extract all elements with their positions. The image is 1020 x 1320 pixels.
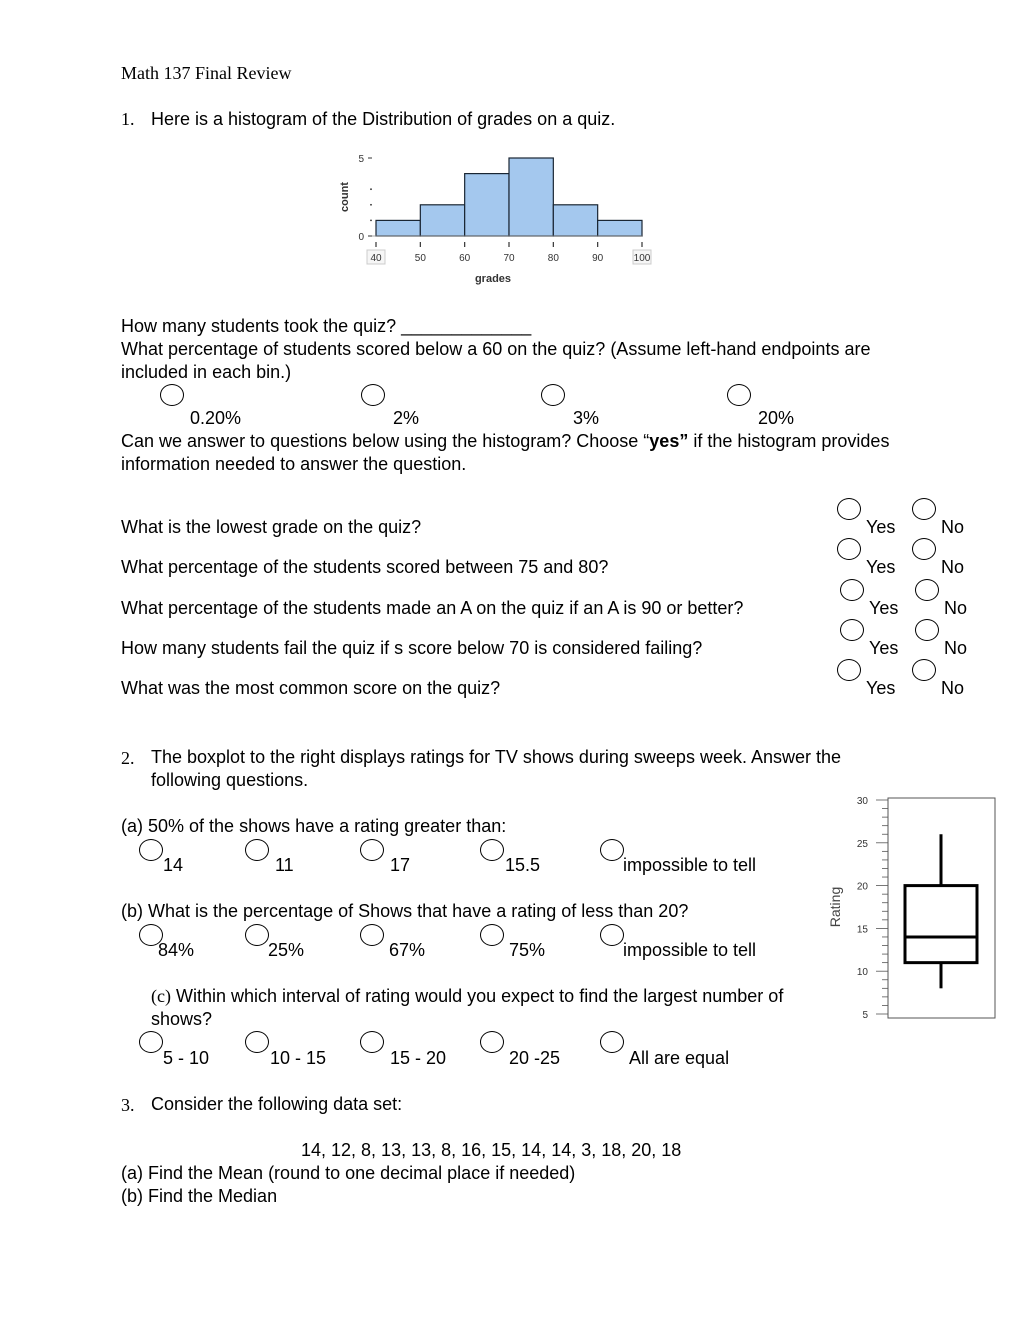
can-we-text: Can we answer to questions below using the histogram? Choose “ [121,431,650,451]
q1-how-many: How many students took the quiz? _____________ [121,316,532,336]
y-tick-label: 10 [856,967,868,979]
y-minor-tick [370,204,372,206]
q2a-option-label: 14 [163,855,184,875]
q1-can-we [121,430,889,452]
y-tick-label: 5 [862,1010,868,1021]
q1-percent-below-60: What percentage of students scored below a 60 on the quiz? (Assume left-hand endpoints are [121,339,871,359]
q2-text: The boxplot to the right displays ratings for TV shows during sweeps week. Answer the [151,747,842,767]
y-axis-label: count [339,182,351,212]
no-label: No [944,638,968,658]
iqr-box [905,886,977,963]
y-tick-label: 15 [856,924,868,936]
q3a-text: (a) Find the Mean (round to one decimal place if needed) [121,1163,576,1183]
q2-number: 2. [121,748,135,768]
yes-label: Yes [869,598,899,618]
q1-option-label: 3% [573,408,600,428]
y-tick-label: 30 [856,796,868,807]
y-tick-label: 20 [856,881,868,893]
x-tick-label: 100 [633,253,651,264]
x-tick-label: 90 [592,253,604,264]
q2b-option-radio[interactable] [480,924,504,946]
q3b-text: (b) Find the Median [121,1186,278,1206]
y-tick-label: 25 [856,838,868,850]
q2c-option-radio[interactable] [245,1031,269,1053]
yes-label: Yes [866,678,896,698]
q2c-option-radio[interactable] [139,1031,163,1053]
q2c-option-label: 10 - 15 [270,1048,327,1068]
q2c-question: Within which interval of rating would you expect to find the largest number of [176,986,784,1006]
x-tick-label: 60 [459,253,471,264]
y-axis-label: Rating [827,886,843,928]
q2c-option-label: All are equal [629,1048,730,1068]
x-tick-label: 40 [370,253,382,264]
no-radio[interactable] [912,498,936,520]
q1-option-radio[interactable] [361,384,385,406]
q1-percent-below-60-cont: included in each bin.) [121,362,292,382]
q3-data: 14, 12, 8, 13, 13, 8, 16, 15, 14, 14, 3, 18, 20, 18 [301,1140,682,1160]
histogram-bar [598,220,642,236]
q2b-option-label: 84% [158,940,195,960]
q1-option-label: 2% [393,408,420,428]
q2b-option-radio[interactable] [245,924,269,946]
x-tick-label: 50 [414,253,426,264]
q2b-option-radio[interactable] [360,924,384,946]
yes-radio[interactable] [840,619,864,641]
yes-label: Yes [869,638,899,658]
q2b-option-label: 75% [509,940,546,960]
q2a-option-label: 11 [275,855,294,875]
q2a-option-radio[interactable] [360,839,384,861]
no-radio[interactable] [915,619,939,641]
no-label: No [941,517,965,537]
q2c-option-label: 5 - 10 [163,1048,210,1068]
q2a-option-radio[interactable] [600,839,624,861]
q2a-option-radio[interactable] [480,839,504,861]
no-label: No [944,598,968,618]
q2b-option-radio[interactable] [600,924,624,946]
q2c-text [151,985,783,1007]
q2b-option-label: impossible to tell [623,940,757,960]
q1-can-we-cont: information needed to answer the question. [121,454,467,474]
yes-label: Yes [866,557,896,577]
q1-text: Here is a histogram of the Distribution of grades on a quiz. [151,109,616,129]
yes-no-question: What was the most common score on the quiz? [121,678,501,698]
document-title: Math 137 Final Review [121,63,292,83]
q2c-text-cont: shows? [151,1009,213,1029]
q2c-option-label: 20 -25 [509,1048,561,1068]
q1-option-radio[interactable] [727,384,751,406]
q3-number: 3. [121,1095,135,1115]
y-minor-tick [370,220,372,222]
yes-no-question: What is the lowest grade on the quiz? [121,517,422,537]
no-radio[interactable] [915,579,939,601]
q1-option-label: 0.20% [190,408,242,428]
q2b-option-label: 25% [268,940,305,960]
q1-number: 1. [121,109,135,129]
yes-no-question: What percentage of the students made an A on the quiz if an A is 90 or better? [121,598,744,618]
q1-option-radio[interactable] [541,384,565,406]
histogram-bar [465,174,509,236]
q2c-option-radio[interactable] [600,1031,624,1053]
can-we-text-post: if the histogram provides [688,431,890,451]
q1-option-radio[interactable] [160,384,184,406]
q2c-option-radio[interactable] [360,1031,384,1053]
yes-radio[interactable] [837,538,861,560]
x-tick-label: 70 [503,253,515,264]
q2a-option-label: 17 [390,855,411,875]
yes-label: Yes [866,517,896,537]
q2a-text: (a) 50% of the shows have a rating greater than: [121,816,507,836]
no-radio[interactable] [912,538,936,560]
histogram-bar [376,220,420,236]
histogram-bar [553,205,597,236]
q2-text-cont: following questions. [151,770,309,790]
yes-radio[interactable] [837,659,861,681]
histogram-bar [420,205,464,236]
x-axis-label: grades [474,273,512,285]
y-minor-tick [370,188,372,190]
yes-emphasis: yes” [649,431,689,451]
no-label: No [941,678,965,698]
q2c-label: (c) [151,986,171,1006]
q2a-option-radio[interactable] [245,839,269,861]
histogram-bar [509,158,553,236]
no-label: No [941,557,965,577]
q2c-option-radio[interactable] [480,1031,504,1053]
q2a-option-label: impossible to tell [623,855,757,875]
yes-no-question: How many students fail the quiz if s score below 70 is considered failing? [121,638,703,658]
q2c-option-label: 15 - 20 [390,1048,447,1068]
yes-radio[interactable] [837,498,861,520]
yes-radio[interactable] [840,579,864,601]
y-tick-label: 0 [358,232,364,243]
y-tick-label: 5 [358,154,364,165]
no-radio[interactable] [912,659,936,681]
yes-no-question: What percentage of the students scored between 75 and 80? [121,557,609,577]
q2b-option-label: 67% [389,940,426,960]
grades-histogram [330,140,670,290]
q1-option-label: 20% [758,408,795,428]
q2a-option-radio[interactable] [139,839,163,861]
q3-text: Consider the following data set: [151,1094,403,1114]
q2b-text: (b) What is the percentage of Shows that have a rating of less than 20? [121,901,689,921]
q2a-option-label: 15.5 [505,855,541,875]
ratings-boxplot [820,785,1000,1030]
x-tick-label: 80 [547,253,559,264]
